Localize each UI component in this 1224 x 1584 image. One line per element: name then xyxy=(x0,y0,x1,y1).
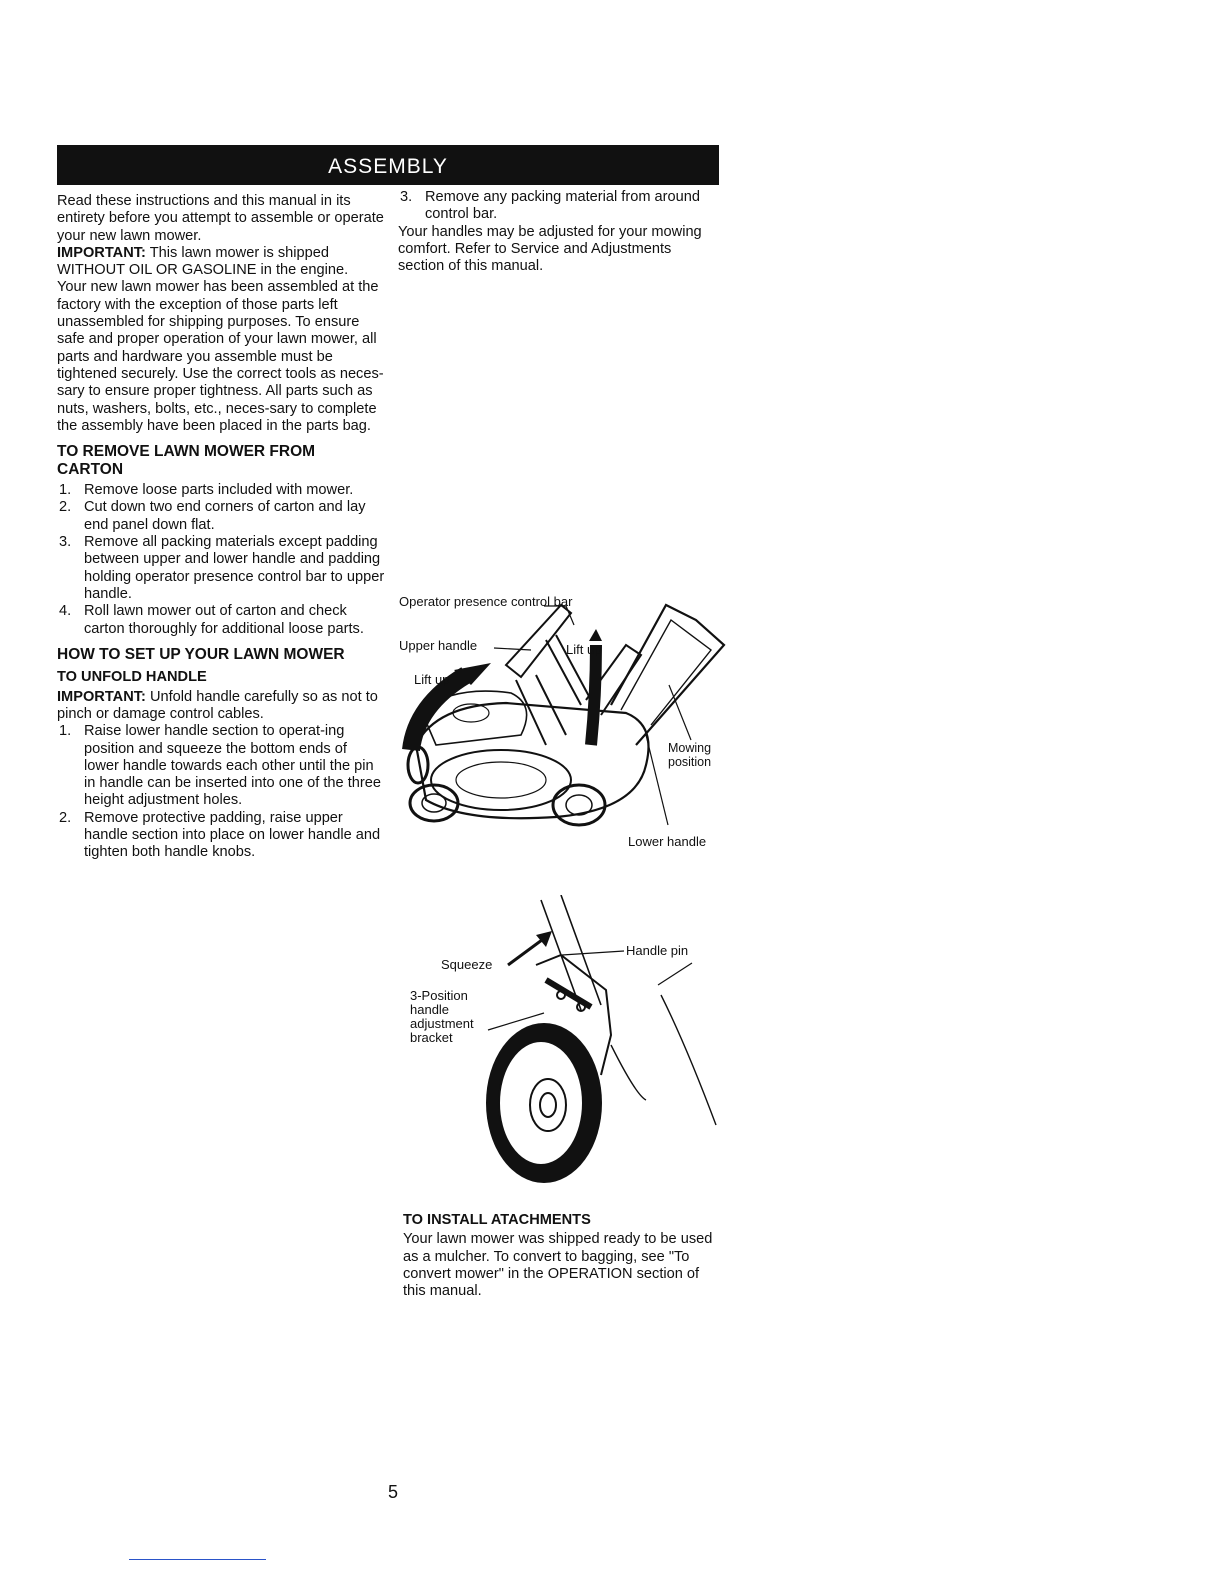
upper-handle-label: Upper handle xyxy=(399,638,478,653)
remove-heading: TO REMOVE LAWN MOWER FROM CARTON xyxy=(57,443,316,478)
control-bar-steps xyxy=(398,189,720,224)
list-item xyxy=(57,603,385,638)
right-column xyxy=(398,189,720,275)
attachments-paragraph: Your lawn mower was shipped ready to be used as a mulcher. To convert to bagging, see "To convert mower" in the OPERATION section of this manual. xyxy=(403,1231,713,1300)
list-item xyxy=(57,499,385,534)
step-number: 4. xyxy=(59,603,72,620)
important-text: This lawn mower is shipped WITHOUT OIL OR GASOLINE in the engine. xyxy=(57,244,349,279)
mower-handle-figure xyxy=(396,585,726,860)
step-text: Cut down two end corners of carton and lay end panel down flat. xyxy=(84,499,366,533)
left-column xyxy=(57,193,385,862)
squeeze-label: Squeeze xyxy=(441,957,493,972)
important-label: IMPORTANT: xyxy=(57,688,146,705)
list-item xyxy=(398,189,720,224)
list-item xyxy=(57,723,385,809)
handle-pin-label: Handle pin xyxy=(626,943,689,958)
important-paragraph xyxy=(57,245,385,280)
bracket-illustration xyxy=(396,895,726,1195)
lift-up-right-label: Lift up xyxy=(566,642,602,657)
attachments-section xyxy=(403,1212,723,1300)
step-text: Roll lawn mower out of carton and check carton thoroughly for additional loose parts. xyxy=(84,603,364,637)
intro-paragraph: Read these instructions and this manual in its entirety before you attempt to assemble or operate your new lawn mower. xyxy=(57,193,384,244)
list-item xyxy=(57,534,385,603)
important-label: IMPORTANT: xyxy=(57,244,146,261)
assembled-paragraph: Your new lawn mower has been assembled at the factory with the exception of those parts left unassembled for shipping purposes. To ensure safe and proper operation of your lawn mower, all parts and hardware you assemble must be tightened securely. Use the correct tools as neces-sary to ensure proper tightness. All parts such as nuts, washers, bolts, etc., neces-sary to complete the assembly have been placed in the parts bag. xyxy=(57,279,384,434)
list-item xyxy=(57,810,385,862)
adjust-paragraph: Your handles may be adjusted for your mowing comfort. Refer to Service and Adjustments section of this manual. xyxy=(398,223,702,275)
step-text: Remove protective padding, raise upper handle section into place on lower handle and tighten both handle knobs. xyxy=(84,809,381,861)
important-text: Unfold handle carefully so as not to pinch or damage control cables. xyxy=(57,688,378,722)
remove-steps xyxy=(57,482,385,638)
step-text: Remove all packing materials except padding between upper and lower handle and padding holding operator presence control bar to upper handle. xyxy=(84,534,385,602)
mowing-position-label: Mowing position xyxy=(668,741,712,769)
step-number: 2. xyxy=(59,499,72,516)
lower-handle-label: Lower handle xyxy=(628,834,707,849)
attachments-heading: TO INSTALL ATACHMENTS xyxy=(403,1212,591,1228)
unfold-steps xyxy=(57,723,385,861)
unfold-important xyxy=(57,689,385,724)
step-number: 2. xyxy=(59,809,72,826)
unfold-heading: TO UNFOLD HANDLE xyxy=(57,669,207,686)
step-number: 1. xyxy=(59,482,72,499)
setup-heading: HOW TO SET UP YOUR LAWN MOWER xyxy=(57,645,345,663)
bracket-label: 3-Position handle adjustment bracket xyxy=(410,988,474,1045)
step-text: Raise lower handle section to operat-ing position and squeeze the bottom ends of lower handle towards each other until the pin in handle can be inserted into one of the three height adjustment holes. xyxy=(84,723,381,809)
operator-bar-label: Operator presence control bar xyxy=(399,594,573,609)
mower-illustration xyxy=(396,585,726,860)
step-number: 3. xyxy=(59,534,72,551)
handle-bracket-figure xyxy=(396,895,726,1195)
list-item xyxy=(57,482,385,499)
section-banner: ASSEMBLY xyxy=(57,145,719,185)
step-text: Remove loose parts included with mower. xyxy=(84,482,354,499)
divider xyxy=(129,1559,266,1560)
step-text: Remove any packing material from around control bar. xyxy=(425,189,700,223)
step-number: 1. xyxy=(59,723,72,740)
page-number: 5 xyxy=(388,1482,399,1502)
lift-up-left-label: Lift up xyxy=(414,672,450,687)
step-number: 3. xyxy=(400,189,413,205)
